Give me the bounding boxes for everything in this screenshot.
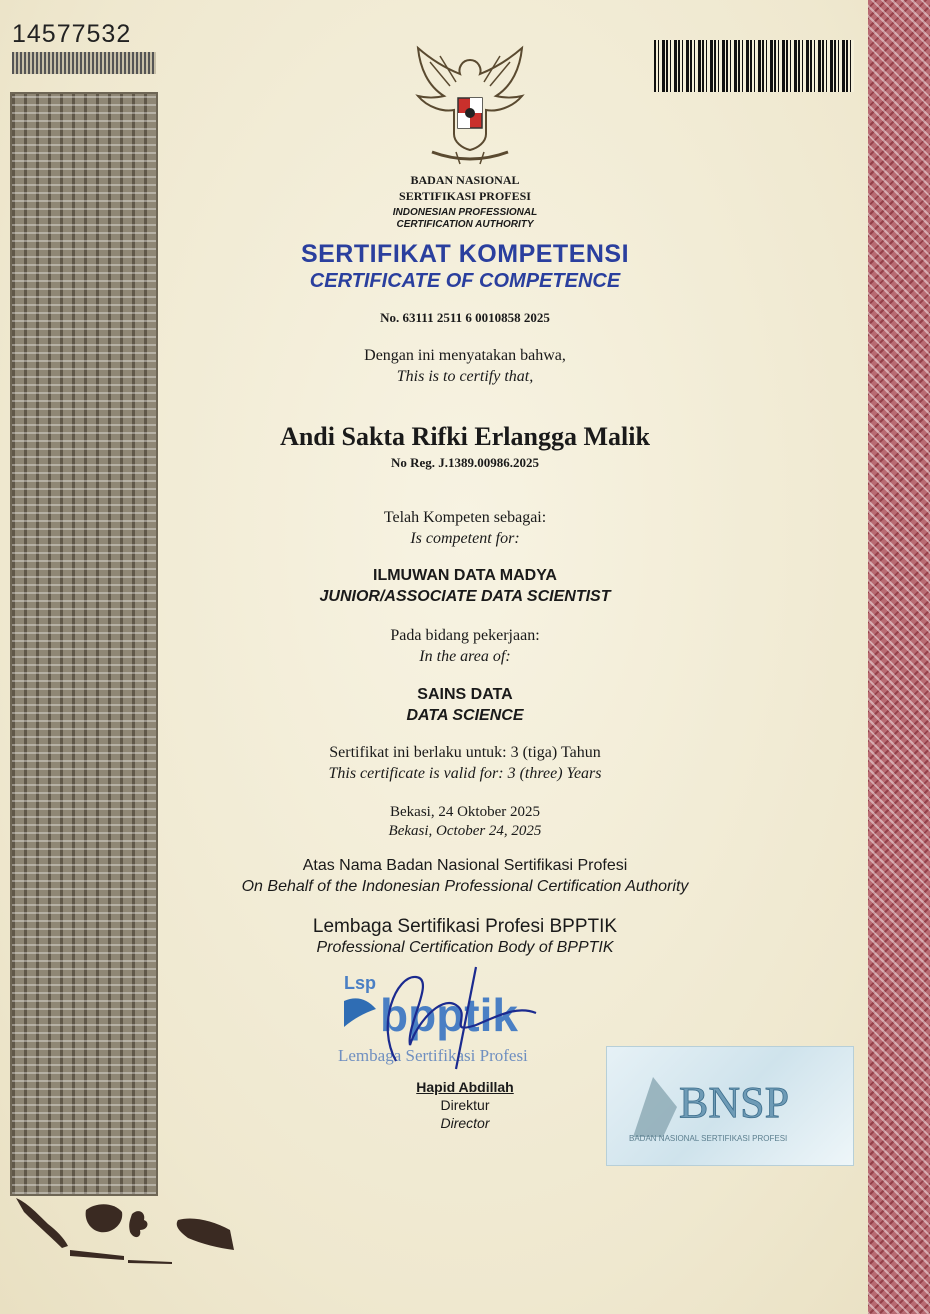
serial-pattern [12, 52, 156, 74]
competent-label-en: Is competent for: [410, 530, 520, 547]
serial-number: 14577532 [12, 20, 132, 48]
issue-date-en: Bekasi, October 24, 2025 [388, 823, 542, 839]
qualification-id: ILMUWAN DATA MADYA [373, 567, 557, 584]
signer-title-en: Director [440, 1115, 490, 1131]
certificate-title: SERTIFIKAT KOMPETENSI [300, 240, 630, 268]
signer-name: Hapid Abdillah [416, 1079, 514, 1095]
right-guilloche-border [868, 0, 930, 1314]
qualification-en: JUNIOR/ASSOCIATE DATA SCIENTIST [319, 588, 611, 605]
on-behalf-en: On Behalf of the Indonesian Professional Certification Authority [241, 878, 689, 895]
authority-name-en: INDONESIAN PROFESSIONAL CERTIFICATION AUTHORITY [392, 207, 538, 230]
certify-statement-id: Dengan ini menyatakan bahwa, [364, 347, 566, 364]
certification-body-id: Lembaga Sertifikasi Profesi BPPTIK [312, 916, 618, 937]
area-en: DATA SCIENCE [406, 707, 524, 724]
garuda-emblem-icon [410, 42, 530, 168]
svg-text:Lsp: Lsp [344, 973, 377, 993]
area-id: SAINS DATA [417, 686, 513, 703]
bnsp-hologram [606, 1046, 854, 1166]
authority-name: BADAN NASIONAL SERTIFIKASI PROFESI [399, 173, 531, 203]
barcode [654, 40, 854, 92]
competent-label-id: Telah Kompeten sebagai: [383, 509, 547, 526]
holder-name: Andi Sakta Rifki Erlangga Malik [280, 422, 650, 451]
validity-en: This certificate is valid for: 3 (three) Years [328, 765, 602, 782]
signer-title-id: Direktur [440, 1097, 490, 1113]
svg-text:BADAN NASIONAL SERTIFIKASI PRO: BADAN NASIONAL SERTIFIKASI PROFESI [629, 1134, 788, 1143]
certificate-number: No. 63111 2511 6 0010858 2025 [380, 310, 550, 325]
left-security-pattern [10, 92, 158, 1196]
area-label-id: Pada bidang pekerjaan: [390, 627, 540, 644]
bnsp-hologram-icon [607, 1047, 853, 1165]
on-behalf-id: Atas Nama Badan Nasional Sertifikasi Profesi [302, 857, 628, 874]
area-label-en: In the area of: [419, 648, 511, 665]
svg-text:Lembaga Sertifikasi Profesi: Lembaga Sertifikasi Profesi [338, 1046, 528, 1065]
certification-body-en: Professional Certification Body of BPPTIK [316, 939, 614, 956]
issue-date-id: Bekasi, 24 Oktober 2025 [390, 804, 540, 820]
indonesia-map-icon [12, 1190, 238, 1270]
registration-number: No Reg. J.1389.00986.2025 [390, 455, 540, 470]
svg-text:bpptik: bpptik [380, 989, 518, 1041]
certify-statement-en: This is to certify that, [396, 368, 534, 385]
svg-text:BNSP: BNSP [679, 1078, 790, 1127]
lsp-bpptik-logo [336, 965, 566, 1075]
validity-id: Sertifikat ini berlaku untuk: 3 (tiga) Tahun [329, 744, 601, 761]
certificate-subtitle: CERTIFICATE OF COMPETENCE [309, 270, 621, 292]
